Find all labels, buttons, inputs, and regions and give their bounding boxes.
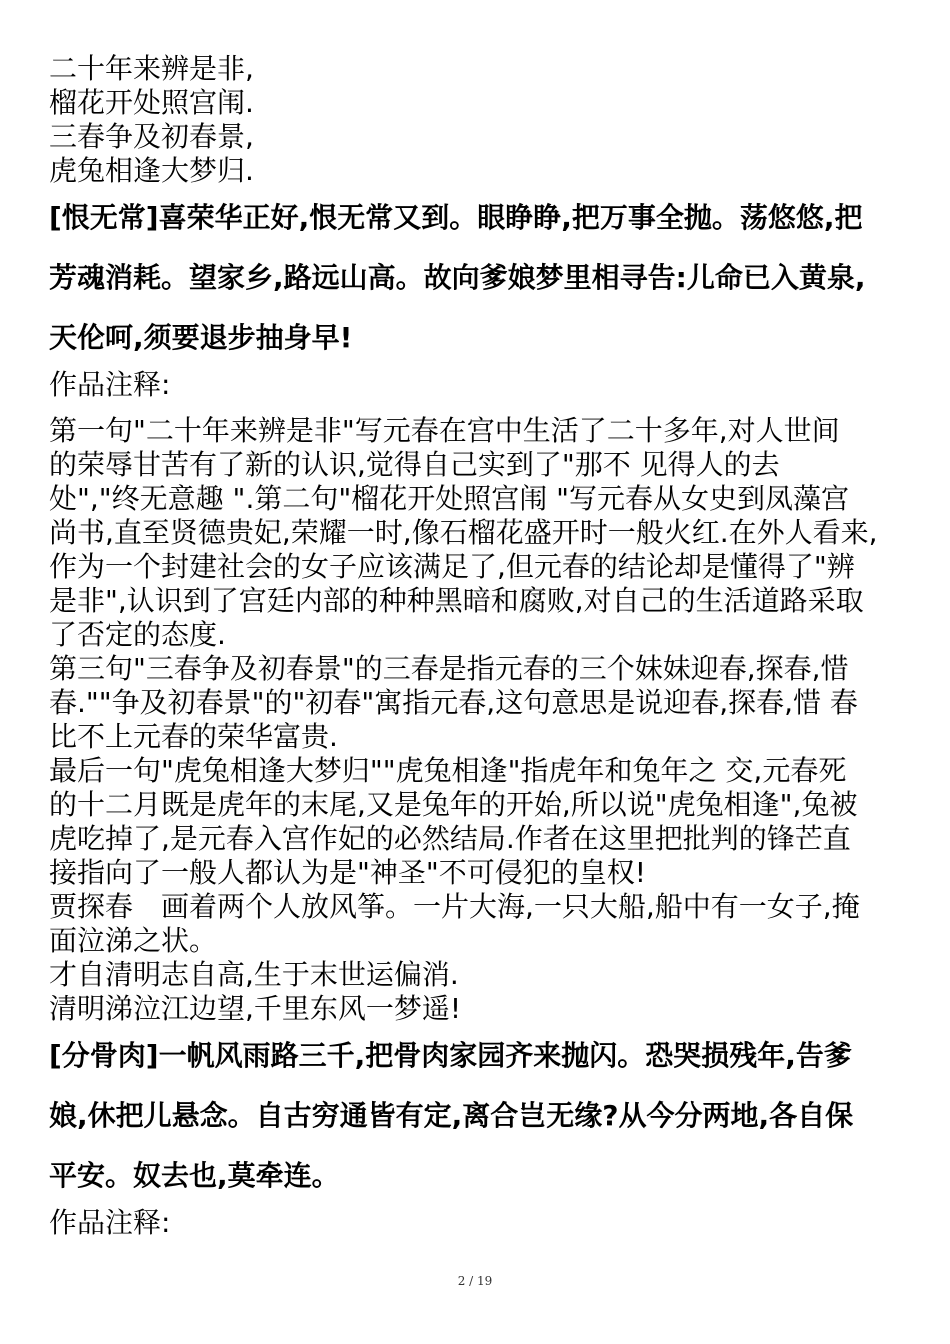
poem-line: 清明涕泣江边望,千里东风一梦遥!: [49, 992, 462, 1025]
note-line: 最后一句"虎兔相逢大梦归""虎兔相逢"指虎年和兔年之 交,元春死: [49, 754, 847, 787]
poem-line: 才自清明志自高,生于末世运偏消.: [49, 958, 459, 991]
notes-label: 作品注释:: [49, 1206, 171, 1239]
song-line: [恨无常]喜荣华正好,恨无常又到。眼睁睁,把万事全抛。荡悠悠,把: [49, 201, 863, 234]
page-number: 2 / 19: [457, 1274, 493, 1288]
poem-yuanchun: [49, 52, 909, 188]
note-line: 的荣辱甘苦有了新的认识,觉得自己实到了"那不 见得人的去: [49, 448, 780, 481]
song-line: 娘,休把儿悬念。自古穷通皆有定,离合岂无缘?从今分两地,各自保: [49, 1099, 854, 1132]
notes-label: 作品注释:: [49, 368, 171, 401]
song-hen-wu-chang: [49, 188, 909, 368]
note-line: 处","终无意趣 ".第二句"榴花开处照宫闱 "写元春从女史到凤藻宫: [49, 482, 849, 515]
poem-line: 二十年来辨是非,: [49, 52, 254, 85]
note-line: 虎吃掉了,是元春入宫作妃的必然结局.作者在这里把批判的锋芒直: [49, 822, 851, 855]
note-line: 的十二月既是虎年的末尾,又是兔年的开始,所以说"虎兔相逢",兔被: [49, 788, 858, 821]
note-line: 春.""争及初春景"的"初春"寓指元春,这句意思是说迎春,探春,惜 春: [49, 686, 858, 719]
note-line: 第三句"三春争及初春景"的三春是指元春的三个妹妹迎春,探春,惜: [49, 652, 849, 685]
note-line: 贾探春 画着两个人放风筝。一片大海,一只大船,船中有一女子,掩: [49, 890, 860, 923]
poem-line: 虎兔相逢大梦归.: [49, 154, 254, 187]
song-line: 平安。奴去也,莫牵连。: [49, 1159, 340, 1192]
note-line: 第一句"二十年来辨是非"写元春在宫中生活了二十多年,对人世间: [49, 414, 840, 447]
poem-line: 榴花开处照宫闱.: [49, 86, 254, 119]
song-line: 芳魂消耗。望家乡,路远山高。故向爹娘梦里相寻告:儿命已入黄泉,: [49, 261, 866, 294]
note-line: 接指向了一般人都认为是"神圣"不可侵犯的皇权!: [49, 856, 646, 889]
song-fen-gu-rou: [49, 1026, 909, 1206]
poem-line: 三春争及初春景,: [49, 120, 254, 153]
note-line: 面泣涕之状。: [49, 924, 218, 957]
note-line: 尚书,直至贤德贵妃,荣耀一时,像石榴花盛开时一般火红.在外人看来,: [49, 516, 878, 549]
song-line: [分骨肉]一帆风雨路三千,把骨肉家园齐来抛闪。恐哭损残年,告爹: [49, 1039, 852, 1072]
note-line: 了否定的态度.: [49, 618, 226, 651]
note-line: 比不上元春的荣华富贵.: [49, 720, 338, 753]
note-line: 是非",认识到了宫廷内部的种种黑暗和腐败,对自己的生活道路采取: [49, 584, 864, 617]
notes-section: [49, 414, 909, 1026]
song-line: 天伦呵,须要退步抽身早!: [49, 321, 353, 354]
document-page: [49, 52, 909, 1240]
note-line: 作为一个封建社会的女子应该满足了,但元春的结论却是懂得了"辨: [49, 550, 855, 583]
